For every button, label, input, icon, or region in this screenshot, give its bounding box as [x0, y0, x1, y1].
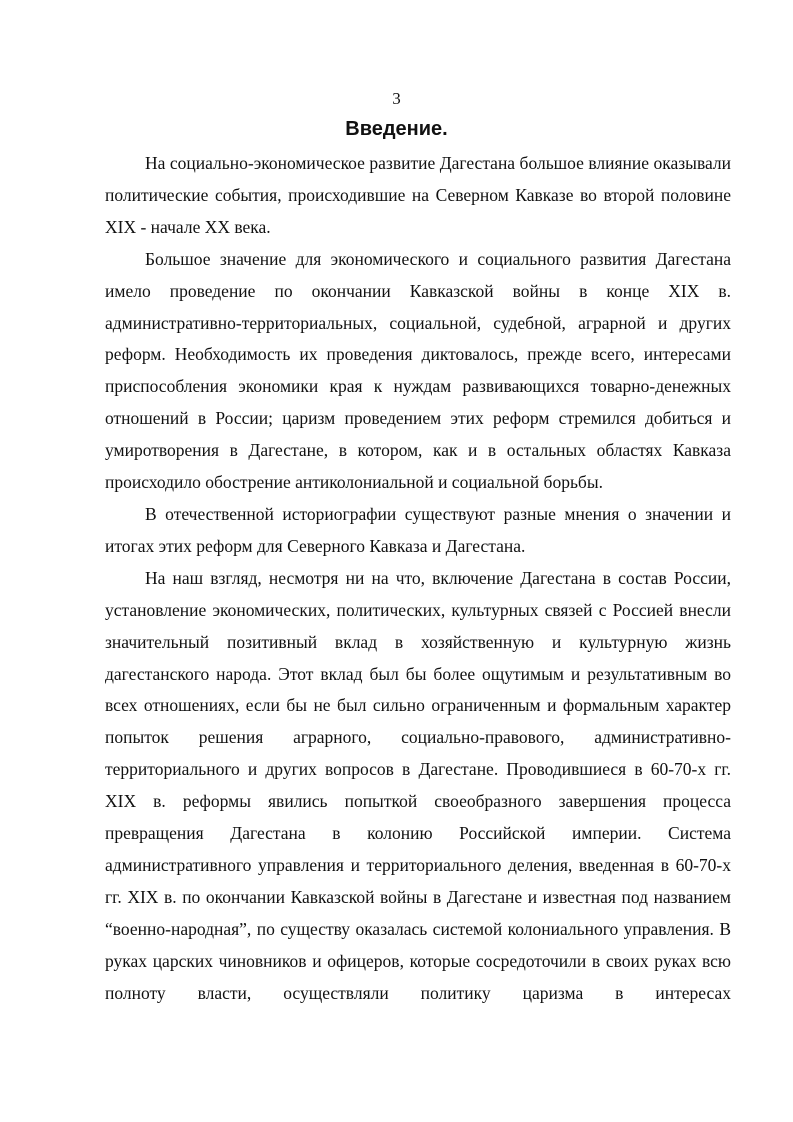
paragraph: В отечественной историографии существуют разные мнения о значении и итогах этих реформ для Северного Кавказа и Дагестана. — [105, 503, 731, 556]
page-title: Введение. — [345, 118, 448, 140]
body-text — [105, 148, 731, 1009]
paragraph: Большое значение для экономического и социального развития Дагестана имело проведение по окончании Кавказской войны в конце XIX в. административно-территориальных, социальной, судебной, аграрной и других реформ. Необходимость их проведения диктовалось, прежде всего, интересами приспособления экономики края к нуждам развивающихся товарно-денежных отношений в России; царизм проведением этих реформ стремился добиться и умиротворения в Дагестане, в котором, как и в остальных областях Кавказа происходило обострение антиколониальной и социальной борьбы. — [105, 248, 731, 493]
page-number: 3 — [392, 89, 401, 108]
paragraph: На социально-экономическое развитие Дагестана большое влияние оказывали политические события, происходившие на Северном Кавказе во второй половине XIX - начале XX века. — [105, 153, 731, 237]
paragraph: На наш взгляд, несмотря ни на что, включение Дагестана в состав России, установление экономических, политических, культурных связей с Россией внесли значительный позитивный вклад в хозяйственную и культурную жизнь дагестанского народа. Этот вклад был бы более ощутимым и результативным во всех отношениях, если бы не был сильно ограниченным и формальным характер попыток решения аграрного, социально-правового, административно-территориального и других вопросов в Дагестане. Проводившиеся в 60-70-х гг. XIX в. реформы явились попыткой своеобразного завершения процесса превращения Дагестана в колонию Российской империи. Система административного управления и территориального деления, введенная в 60-70-х гг. XIX в. по окончании Кавказской войны в Дагестане и известная под названием “военно-народная”, по существу оказалась системой колониального управления. В руках царских чиновников и офицеров, которые сосредоточили в своих руках всю полноту власти, осуществляли политику царизма в интересах — [105, 567, 731, 1003]
